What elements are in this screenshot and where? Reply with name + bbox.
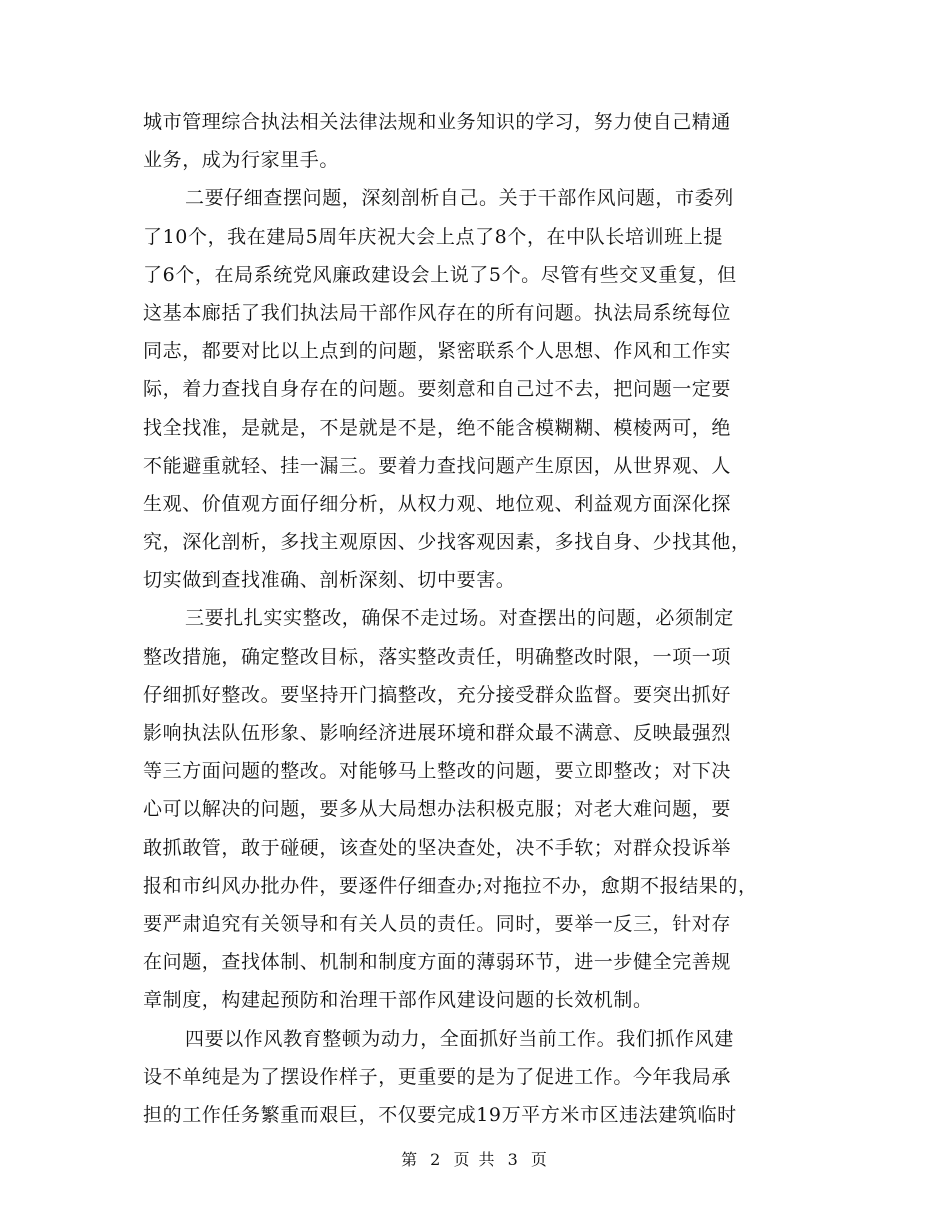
text-line: 等三方面问题的整改。对能够马上整改的问题，要立即整改；对下决 (143, 760, 732, 783)
paragraph-start-line: 二要仔细查摆问题，深刻剖析自己。关于干部作风问题，市委列 (185, 187, 734, 210)
text-line: 心可以解决的问题，要多从大局想办法积极克服；对老大难问题，要 (143, 798, 732, 821)
text-line: 城市管理综合执法相关法律法规和业务知识的学习，努力使自己精通 (143, 111, 732, 133)
text-line: 找全找准，是就是，不是就是不是，绝不能含模糊糊、模棱两可，绝 (143, 416, 732, 439)
text-line: 敢抓敢管，敢于碰硬，该查处的坚决查处，决不手软；对群众投诉举 (143, 836, 732, 859)
text-line: 章制度，构建起预防和治理干部作风建设问题的长效机制。 (143, 989, 653, 1012)
document-body (143, 103, 823, 1134)
text-line: 了6个，在局系统党风廉政建设会上说了5个。尽管有些交叉重复，但 (143, 263, 737, 286)
text-line: 了10个，我在建局5周年庆祝大会上点了8个，在中队长培训班上提 (143, 225, 723, 248)
page-label-mid: 页 共 (453, 1150, 497, 1169)
text-line: 要严肃追究有关领导和有关人员的责任。同时，要举一反三，针对存 (143, 912, 732, 935)
text-line: 担的工作任务繁重而艰巨，不仅要完成19万平方米市区违法建筑临时 (143, 1103, 737, 1126)
text-line: 际，着力查找自身存在的问题。要刻意和自己过不去，把问题一定要 (143, 378, 732, 401)
page-number-current: 2 (430, 1150, 443, 1169)
page-label-suffix: 页 (530, 1150, 549, 1169)
text-line: 业务，成为行家里手。 (143, 149, 340, 172)
text-line: 设不单纯是为了摆设作样子，更重要的是为了促进工作。今年我局承 (143, 1065, 732, 1088)
text-line: 同志，都要对比以上点到的问题，紧密联系个人思想、作风和工作实 (143, 340, 732, 363)
text-line: 这基本廊括了我们执法局干部作风存在的所有问题。执法局系统每位 (143, 301, 732, 324)
text-line: 影响执法队伍形象、影响经济进展环境和群众最不满意、反映最强烈 (143, 722, 732, 744)
text-line: 报和市纠风办批办件，要逐件仔细查办;对拖拉不办，愈期不报结果的， (143, 874, 758, 897)
text-line: 整改措施，确定整改目标，落实整改责任，明确整改时限，一项一项 (143, 645, 732, 668)
paragraph-start-line: 四要以作风教育整顿为动力，全面抓好当前工作。我们抓作风建 (185, 1027, 734, 1050)
text-line: 生观、价值观方面仔细分析，从权力观、地位观、利益观方面深化探 (143, 492, 732, 515)
page-number-total: 3 (507, 1150, 520, 1169)
text-line: 仔细抓好整改。要坚持开门搞整改，充分接受群众监督。要突出抓好 (143, 683, 732, 706)
page-label-prefix: 第 (401, 1150, 420, 1169)
text-line: 究，深化剖析，多找主观原因、少找客观因素，多找自身、少找其他， (143, 531, 751, 554)
paragraph-start-line: 三要扎扎实实整改，确保不走过场。对查摆出的问题，必须制定 (185, 607, 734, 630)
text-line: 在问题，查找体制、机制和制度方面的薄弱环节，进一步健全完善规 (143, 951, 732, 974)
page-footer (0, 1147, 950, 1170)
text-line: 切实做到查找准确、剖析深刻、切中要害。 (143, 569, 516, 592)
text-line: 不能避重就轻、挂一漏三。要着力查找问题产生原因，从世界观、人 (143, 454, 732, 477)
